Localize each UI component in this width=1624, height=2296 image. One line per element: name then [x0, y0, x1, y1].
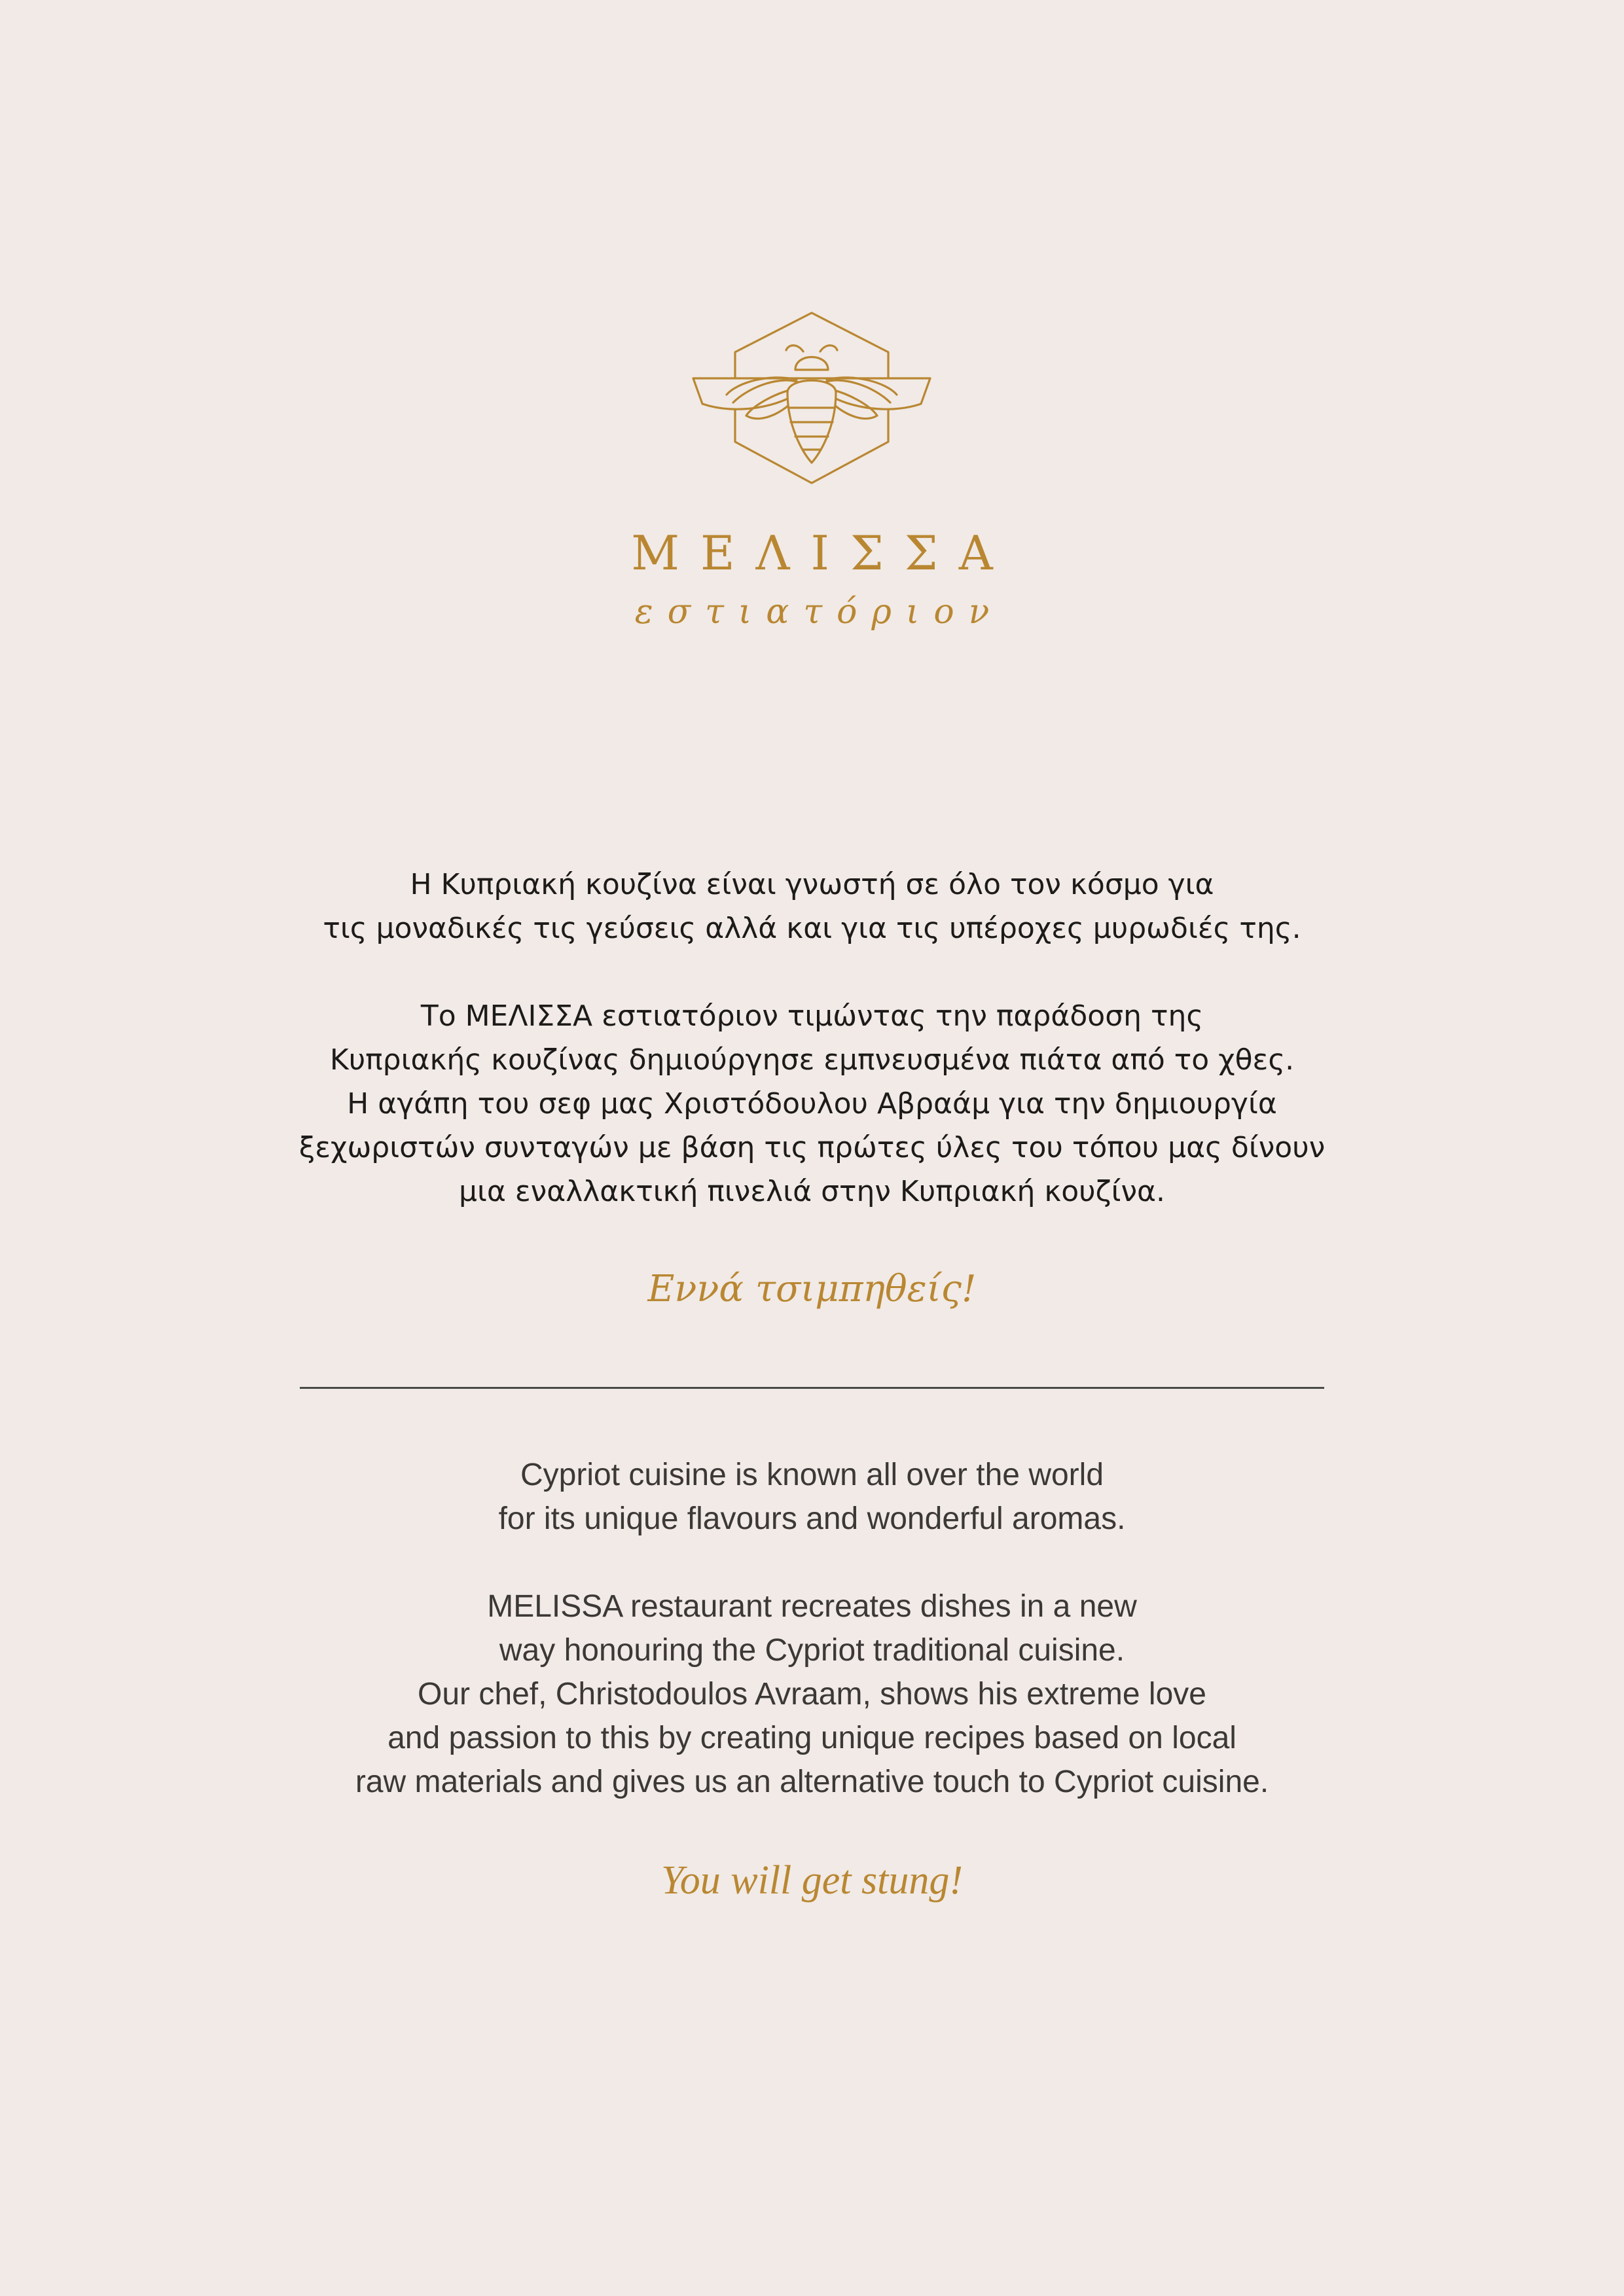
- greek-paragraph-line: τις μοναδικές τις γεύσεις αλλά και για τις υπέροχες μυρωδιές της.: [323, 912, 1301, 945]
- section-divider: [300, 1387, 1324, 1389]
- bee-in-hexagon-icon: [691, 311, 933, 488]
- greek-paragraph-line: Η αγάπη του σεφ μας Χριστόδουλου Αβραάμ για την δημιουργία: [347, 1087, 1277, 1121]
- english-paragraph-line: MELISSA restaurant recreates dishes in a new: [487, 1589, 1137, 1624]
- restaurant-name: ΜΕΛΙΣΣΑ: [631, 526, 1014, 581]
- greek-paragraph-line: Το ΜΕΛΙΣΣΑ εστιατόριον τιμώντας την παράδοση της: [420, 999, 1204, 1033]
- english-paragraph-line: raw materials and gives us an alternative touch to Cypriot cuisine.: [355, 1765, 1269, 1799]
- english-description: [0, 1453, 1624, 1804]
- english-paragraph-line: Cypriot cuisine is known all over the world: [520, 1458, 1104, 1492]
- english-slogan: You will get stung!: [660, 1858, 964, 1903]
- greek-slogan: Εννά τσιμπηθείς!: [647, 1268, 977, 1310]
- greek-paragraph-line: Κυπριακής κουζίνας δημιούργησε εμπνευσμένα πιάτα από το χθες.: [329, 1043, 1295, 1077]
- english-paragraph-line: Our chef, Christodoulos Avraam, shows his extreme love: [418, 1677, 1206, 1712]
- greek-paragraph-line: ξεχωριστών συνταγών με βάση τις πρώτες ύλες του τόπου μας δίνουν: [298, 1131, 1326, 1164]
- greek-paragraph-line: Η Κυπριακή κουζίνα είναι γνωστή σε όλο τον κόσμο για: [410, 868, 1214, 901]
- greek-description: [0, 863, 1624, 1213]
- english-paragraph-line: and passion to this by creating unique recipes based on local: [388, 1721, 1236, 1755]
- restaurant-subtitle: εστιατόριον: [634, 592, 1004, 632]
- english-paragraph-line: for its unique flavours and wonderful aromas.: [498, 1501, 1126, 1536]
- english-paragraph-line: way honouring the Cypriot traditional cuisine.: [499, 1633, 1125, 1668]
- greek-paragraph-line: μια εναλλακτική πινελιά στην Κυπριακή κουζίνα.: [458, 1175, 1166, 1208]
